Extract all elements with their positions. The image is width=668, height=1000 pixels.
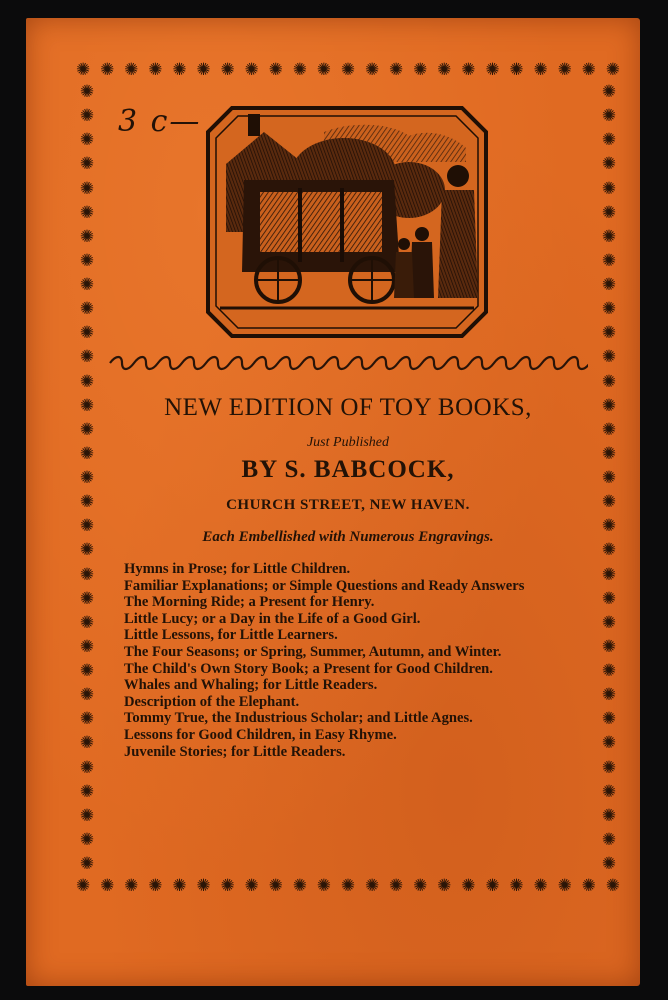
cover-title: NEW EDITION OF TOY BOOKS, xyxy=(164,394,532,421)
border-ornament-icon: ✺ xyxy=(79,564,95,584)
border-ornament-icon: ✺ xyxy=(364,60,380,79)
border-ornament-icon: ✺ xyxy=(557,876,572,895)
border-ornament-icon: ✺ xyxy=(316,60,332,79)
border-bottom xyxy=(76,875,620,897)
border-ornament-icon: ✺ xyxy=(220,60,235,79)
border-ornament-icon: ✺ xyxy=(601,371,617,391)
border-ornament-icon: ✺ xyxy=(79,154,95,174)
border-ornament-icon: ✺ xyxy=(601,468,617,487)
border-ornament-icon: ✺ xyxy=(244,876,259,895)
border-ornament-icon: ✺ xyxy=(79,612,95,632)
border-ornament-icon: ✺ xyxy=(79,492,95,512)
border-ornament-icon: ✺ xyxy=(79,106,95,126)
border-ornament-icon: ✺ xyxy=(79,299,95,319)
book-list-item: Little Lessons, for Little Learners. xyxy=(124,627,338,644)
border-ornament-icon: ✺ xyxy=(601,757,617,777)
border-top xyxy=(76,59,620,81)
border-ornament-icon: ✺ xyxy=(605,876,620,895)
border-ornament-icon: ✺ xyxy=(76,876,91,895)
border-ornament-icon: ✺ xyxy=(533,60,548,79)
border-ornament-icon: ✺ xyxy=(605,60,620,79)
border-ornament-icon: ✺ xyxy=(268,876,283,895)
book-list-item: Tommy True, the Industrious Scholar; and Little Agnes. xyxy=(124,710,473,727)
border-ornament-icon: ✺ xyxy=(79,347,95,367)
border-ornament-icon: ✺ xyxy=(79,468,95,487)
border-ornament-icon: ✺ xyxy=(601,299,617,319)
border-ornament-icon: ✺ xyxy=(196,876,211,895)
divider-flourish xyxy=(106,352,588,374)
border-ornament-icon: ✺ xyxy=(220,876,235,895)
border-ornament-icon: ✺ xyxy=(292,60,307,79)
border-ornament-icon: ✺ xyxy=(581,60,596,79)
publisher-address: CHURCH STREET, NEW HAVEN. xyxy=(226,497,470,513)
border-ornament-icon: ✺ xyxy=(581,876,596,895)
border-ornament-icon: ✺ xyxy=(124,876,139,895)
border-ornament-icon: ✺ xyxy=(485,876,500,895)
border-ornament-icon: ✺ xyxy=(172,876,187,895)
book-list-item: The Child's Own Story Book; a Present for Good Children. xyxy=(124,660,493,677)
border-ornament-icon: ✺ xyxy=(79,202,95,222)
border-ornament-icon: ✺ xyxy=(437,876,452,895)
book-list-item: The Morning Ride; a Present for Henry. xyxy=(124,594,375,611)
book-list-item: The Four Seasons; or Spring, Summer, Autumn, and Winter. xyxy=(124,643,502,660)
border-ornament-icon: ✺ xyxy=(172,60,187,79)
border-ornament-icon: ✺ xyxy=(485,60,500,79)
border-ornament-icon: ✺ xyxy=(79,829,95,849)
border-ornament-icon: ✺ xyxy=(79,540,95,560)
border-ornament-icon: ✺ xyxy=(601,661,617,680)
border-ornament-icon: ✺ xyxy=(509,876,524,895)
book-list-item: Description of the Elephant. xyxy=(124,693,300,710)
book-list-item: Lessons for Good Children, in Easy Rhyme. xyxy=(124,726,397,743)
border-ornament-icon: ✺ xyxy=(601,275,617,294)
border-ornament-icon: ✺ xyxy=(79,226,95,246)
border-ornament-icon: ✺ xyxy=(76,60,91,79)
border-ornament-icon: ✺ xyxy=(79,130,95,150)
border-ornament-icon: ✺ xyxy=(79,709,95,729)
border-ornament-icon: ✺ xyxy=(601,636,617,656)
border-ornament-icon: ✺ xyxy=(601,709,617,729)
border-ornament-icon: ✺ xyxy=(79,805,95,825)
border-ornament-icon: ✺ xyxy=(437,60,452,79)
just-published: Just Published xyxy=(306,435,390,450)
border-ornament-icon: ✺ xyxy=(601,805,617,825)
border-ornament-icon: ✺ xyxy=(79,854,95,873)
handwritten-price-note: 3 c— xyxy=(118,104,202,139)
border-ornament-icon: ✺ xyxy=(79,516,95,536)
border-ornament-icon: ✺ xyxy=(340,876,356,895)
border-ornament-icon: ✺ xyxy=(601,226,617,246)
border-ornament-icon: ✺ xyxy=(601,854,617,873)
border-ornament-icon: ✺ xyxy=(601,130,617,150)
border-ornament-icon: ✺ xyxy=(79,781,95,801)
border-ornament-icon: ✺ xyxy=(196,60,211,79)
border-ornament-icon: ✺ xyxy=(389,876,404,895)
border-ornament-icon: ✺ xyxy=(79,275,95,294)
border-ornament-icon: ✺ xyxy=(601,323,617,343)
border-ornament-icon: ✺ xyxy=(79,82,95,101)
border-ornament-icon: ✺ xyxy=(79,419,95,439)
border-ornament-icon: ✺ xyxy=(601,178,617,198)
border-ornament-icon: ✺ xyxy=(79,636,95,656)
border-ornament-icon: ✺ xyxy=(79,250,95,270)
border-ornament-icon: ✺ xyxy=(601,250,617,270)
border-ornament-icon: ✺ xyxy=(292,876,307,895)
border-ornament-icon: ✺ xyxy=(601,106,617,126)
border-ornament-icon: ✺ xyxy=(601,540,617,560)
border-ornament-icon: ✺ xyxy=(601,781,617,801)
border-ornament-icon: ✺ xyxy=(268,60,283,79)
border-ornament-icon: ✺ xyxy=(124,60,139,79)
border-ornament-icon: ✺ xyxy=(364,876,380,895)
book-list-item: Little Lucy; or a Day in the Life of a Good Girl. xyxy=(124,610,421,627)
border-ornament-icon: ✺ xyxy=(601,588,617,608)
publisher-name: BY S. BABCOCK, xyxy=(241,456,455,483)
border-ornament-icon: ✺ xyxy=(601,564,617,584)
border-ornament-icon: ✺ xyxy=(601,733,617,753)
border-ornament-icon: ✺ xyxy=(601,516,617,536)
border-ornament-icon: ✺ xyxy=(601,347,617,367)
border-ornament-icon: ✺ xyxy=(79,178,95,198)
border-ornament-icon: ✺ xyxy=(601,492,617,512)
border-ornament-icon: ✺ xyxy=(601,829,617,849)
border-ornament-icon: ✺ xyxy=(316,876,332,895)
border-ornament-icon: ✺ xyxy=(79,323,95,343)
engraving-image xyxy=(204,102,490,342)
border-ornament-icon: ✺ xyxy=(79,685,95,705)
border-ornament-icon: ✺ xyxy=(389,60,404,79)
border-ornament-icon: ✺ xyxy=(79,661,95,680)
border-ornament-icon: ✺ xyxy=(148,876,163,895)
border-ornament-icon: ✺ xyxy=(601,154,617,174)
border-ornament-icon: ✺ xyxy=(244,60,259,79)
border-ornament-icon: ✺ xyxy=(79,588,95,608)
book-list-item: Hymns in Prose; for Little Children. xyxy=(124,561,351,577)
border-ornament-icon: ✺ xyxy=(413,876,428,895)
border-ornament-icon: ✺ xyxy=(601,419,617,439)
border-ornament-icon: ✺ xyxy=(601,612,617,632)
border-ornament-icon: ✺ xyxy=(79,757,95,777)
border-ornament-icon: ✺ xyxy=(100,876,115,895)
border-ornament-icon: ✺ xyxy=(601,443,617,463)
border-ornament-icon: ✺ xyxy=(601,685,617,705)
border-ornament-icon: ✺ xyxy=(413,60,428,79)
border-ornament-icon: ✺ xyxy=(100,60,115,79)
border-ornament-icon: ✺ xyxy=(461,60,476,79)
border-ornament-icon: ✺ xyxy=(601,82,617,101)
border-ornament-icon: ✺ xyxy=(79,371,95,391)
border-ornament-icon: ✺ xyxy=(601,202,617,222)
border-ornament-icon: ✺ xyxy=(79,733,95,753)
border-ornament-icon: ✺ xyxy=(533,876,548,895)
border-ornament-icon: ✺ xyxy=(601,395,617,415)
border-ornament-icon: ✺ xyxy=(148,60,163,79)
book-list xyxy=(104,561,584,760)
border-ornament-icon: ✺ xyxy=(509,60,524,79)
border-ornament-icon: ✺ xyxy=(340,60,356,79)
border-ornament-icon: ✺ xyxy=(461,876,476,895)
tagline: Each Embellished with Numerous Engravings. xyxy=(202,529,494,545)
book-list-item: Juvenile Stories; for Little Readers. xyxy=(124,743,346,760)
border-ornament-icon: ✺ xyxy=(79,443,95,463)
book-list-item: Familiar Explanations; or Simple Questions and Ready Answers xyxy=(124,577,525,594)
border-ornament-icon: ✺ xyxy=(557,60,572,79)
book-list-item: Whales and Whaling; for Little Readers. xyxy=(124,677,378,694)
border-ornament-icon: ✺ xyxy=(79,395,95,415)
